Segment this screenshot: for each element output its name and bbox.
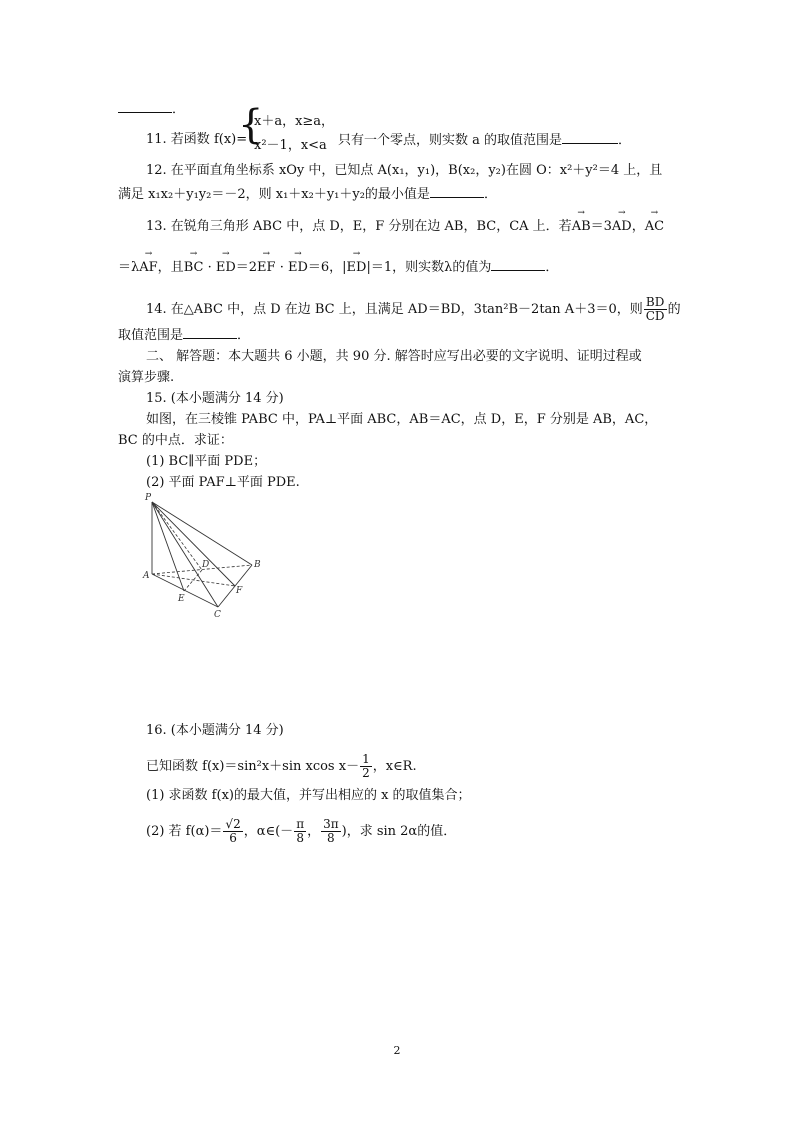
segment-PD-hidden [152,502,202,570]
q13-text: · [275,260,288,275]
q12-line-2-text: 满足 x₁x₂＋y₁y₂＝－2，则 x₁＋x₂＋y₁＋y₂的最小值是 [118,187,430,202]
q11-suffix-text: 只有一个零点，则实数 a 的取值范围是 [338,133,563,148]
edge-PC [152,502,218,607]
period: ． [237,328,251,343]
q14-line-1 [146,296,681,323]
q11-case-1: x＋a，x≥a， [254,114,335,129]
q13-text: 13. 在锐角三角形 ABC 中，点 D，E，F 分别在边 AB，BC，CA 上．若 [146,219,572,234]
q16-text: ，α∈(－ [243,824,294,839]
section-2-line-2: 演算步骤. [118,370,175,385]
answer-blank [430,185,484,198]
q12-line-2 [118,185,497,204]
q14-line-2 [118,326,250,345]
q14-text: 的 [667,302,681,317]
q16-text: ， [307,824,321,839]
period: ． [618,133,632,148]
q13-text: ＝3 [590,219,612,234]
q15-line-2: BC 的中点．求证： [118,433,233,448]
numerator: π [296,817,305,831]
q15-line-1: 如图，在三棱锥 PABC 中，PA⊥平面 ABC，AB＝AC，点 D，E，F 分别是 AB，AC， [146,412,658,427]
page-number: 2 [393,1044,401,1057]
label-B: B [254,560,261,570]
numerator: √2 [225,817,241,831]
q11-prefix: 11. 若函数 f(x)= [146,132,248,147]
q16-text: (2) 若 f(α)＝ [146,824,223,839]
q16-text: ，x∈R. [372,759,417,774]
q14-text: 14. 在△ABC 中，点 D 在边 BC 上，且满足 AD＝BD，3tan²B－2tan A＋3＝0，则 [146,302,643,317]
numerator: BD [644,296,667,310]
answer-blank [118,100,172,113]
q11-case-2: x²－1，x<a [254,138,327,153]
label-F: F [236,586,243,596]
denominator: 6 [229,831,237,845]
vector-AB: → AB [572,218,591,236]
denominator: 2 [362,766,370,780]
vector-ED: → ED [288,259,308,277]
q13-text: |＝1，则实数λ的值为 [366,260,492,275]
answer-blank [562,131,618,144]
q16-part-1: (1) 求函数 f(x)的最大值，并写出相应的 x 的取值集合； [146,788,471,803]
q16-part-2 [146,818,456,845]
denominator: 8 [327,831,335,845]
vector-ED: → ED [216,259,236,277]
q15-part-2: (2) 平面 PAF⊥平面 PDE. [146,475,300,490]
period: ． [483,187,497,202]
period: ． [545,260,559,275]
vector-ED: → ED [347,259,367,277]
denominator: CD [645,309,665,323]
numerator: 3π [323,817,339,831]
label-D: D [202,560,210,570]
q12-line-1: 12. 在平面直角坐标系 xOy 中，已知点 A(x₁，y₁)，B(x₂，y₂)在圆 O：x²＋y²＝4 上，且 [146,163,663,178]
numerator: 1 [362,752,370,766]
q11-suffix [338,131,631,150]
answer-blank [183,326,237,339]
tetrahedron-figure [140,490,270,620]
vector-BC: → BC [184,259,204,277]
q13-text: · [203,260,216,275]
fraction-3pi-over-8 [321,818,341,845]
label-A: A [143,571,150,581]
q15-header: 15. (本小题满分 14 分) [146,391,284,406]
left-brace-icon: { [238,102,264,148]
q13-text: ＝6，| [307,260,347,275]
answer-blank [491,258,545,271]
vector-AF: → AF [139,259,157,277]
fraction-pi-over-8 [294,818,306,845]
q13-text: ，且 [157,260,184,275]
continuation-answer-blank-line [118,100,185,119]
q13-text: ， [631,219,645,234]
label-P: P [145,493,152,503]
vector-EF: → EF [257,259,276,277]
fraction-BD-over-CD [644,296,667,323]
q16-stem [146,753,417,780]
q13-text: ＝λ [118,260,140,275]
section-2-line-1: 二、 解答题：本大题共 6 小题，共 90 分. 解答时应写出必要的文字说明、证明过程或 [146,349,642,364]
q15-part-1: (1) BC∥平面 PDE； [146,454,267,469]
q16-text: 已知函数 f(x)＝sin²x＋sin xcos x－ [146,759,360,774]
q13-line-1 [146,218,664,236]
vector-AC: → AC [645,218,664,236]
q16-header: 16. (本小题满分 14 分) [146,723,284,738]
q14-text: 取值范围是 [118,328,184,343]
fraction-root2-over-6 [223,818,242,845]
label-E: E [178,594,185,604]
q16-text: )，求 sin 2α的值． [341,824,457,839]
vector-AD: → AD [612,218,632,236]
q13-line-2 [118,258,558,277]
fraction-one-half [360,753,372,780]
edge-PB [152,502,252,565]
label-C: C [214,610,221,620]
segment-PF [152,502,235,586]
denominator: 8 [296,831,304,845]
q13-text: ＝2 [235,260,258,275]
period: ． [172,102,186,117]
